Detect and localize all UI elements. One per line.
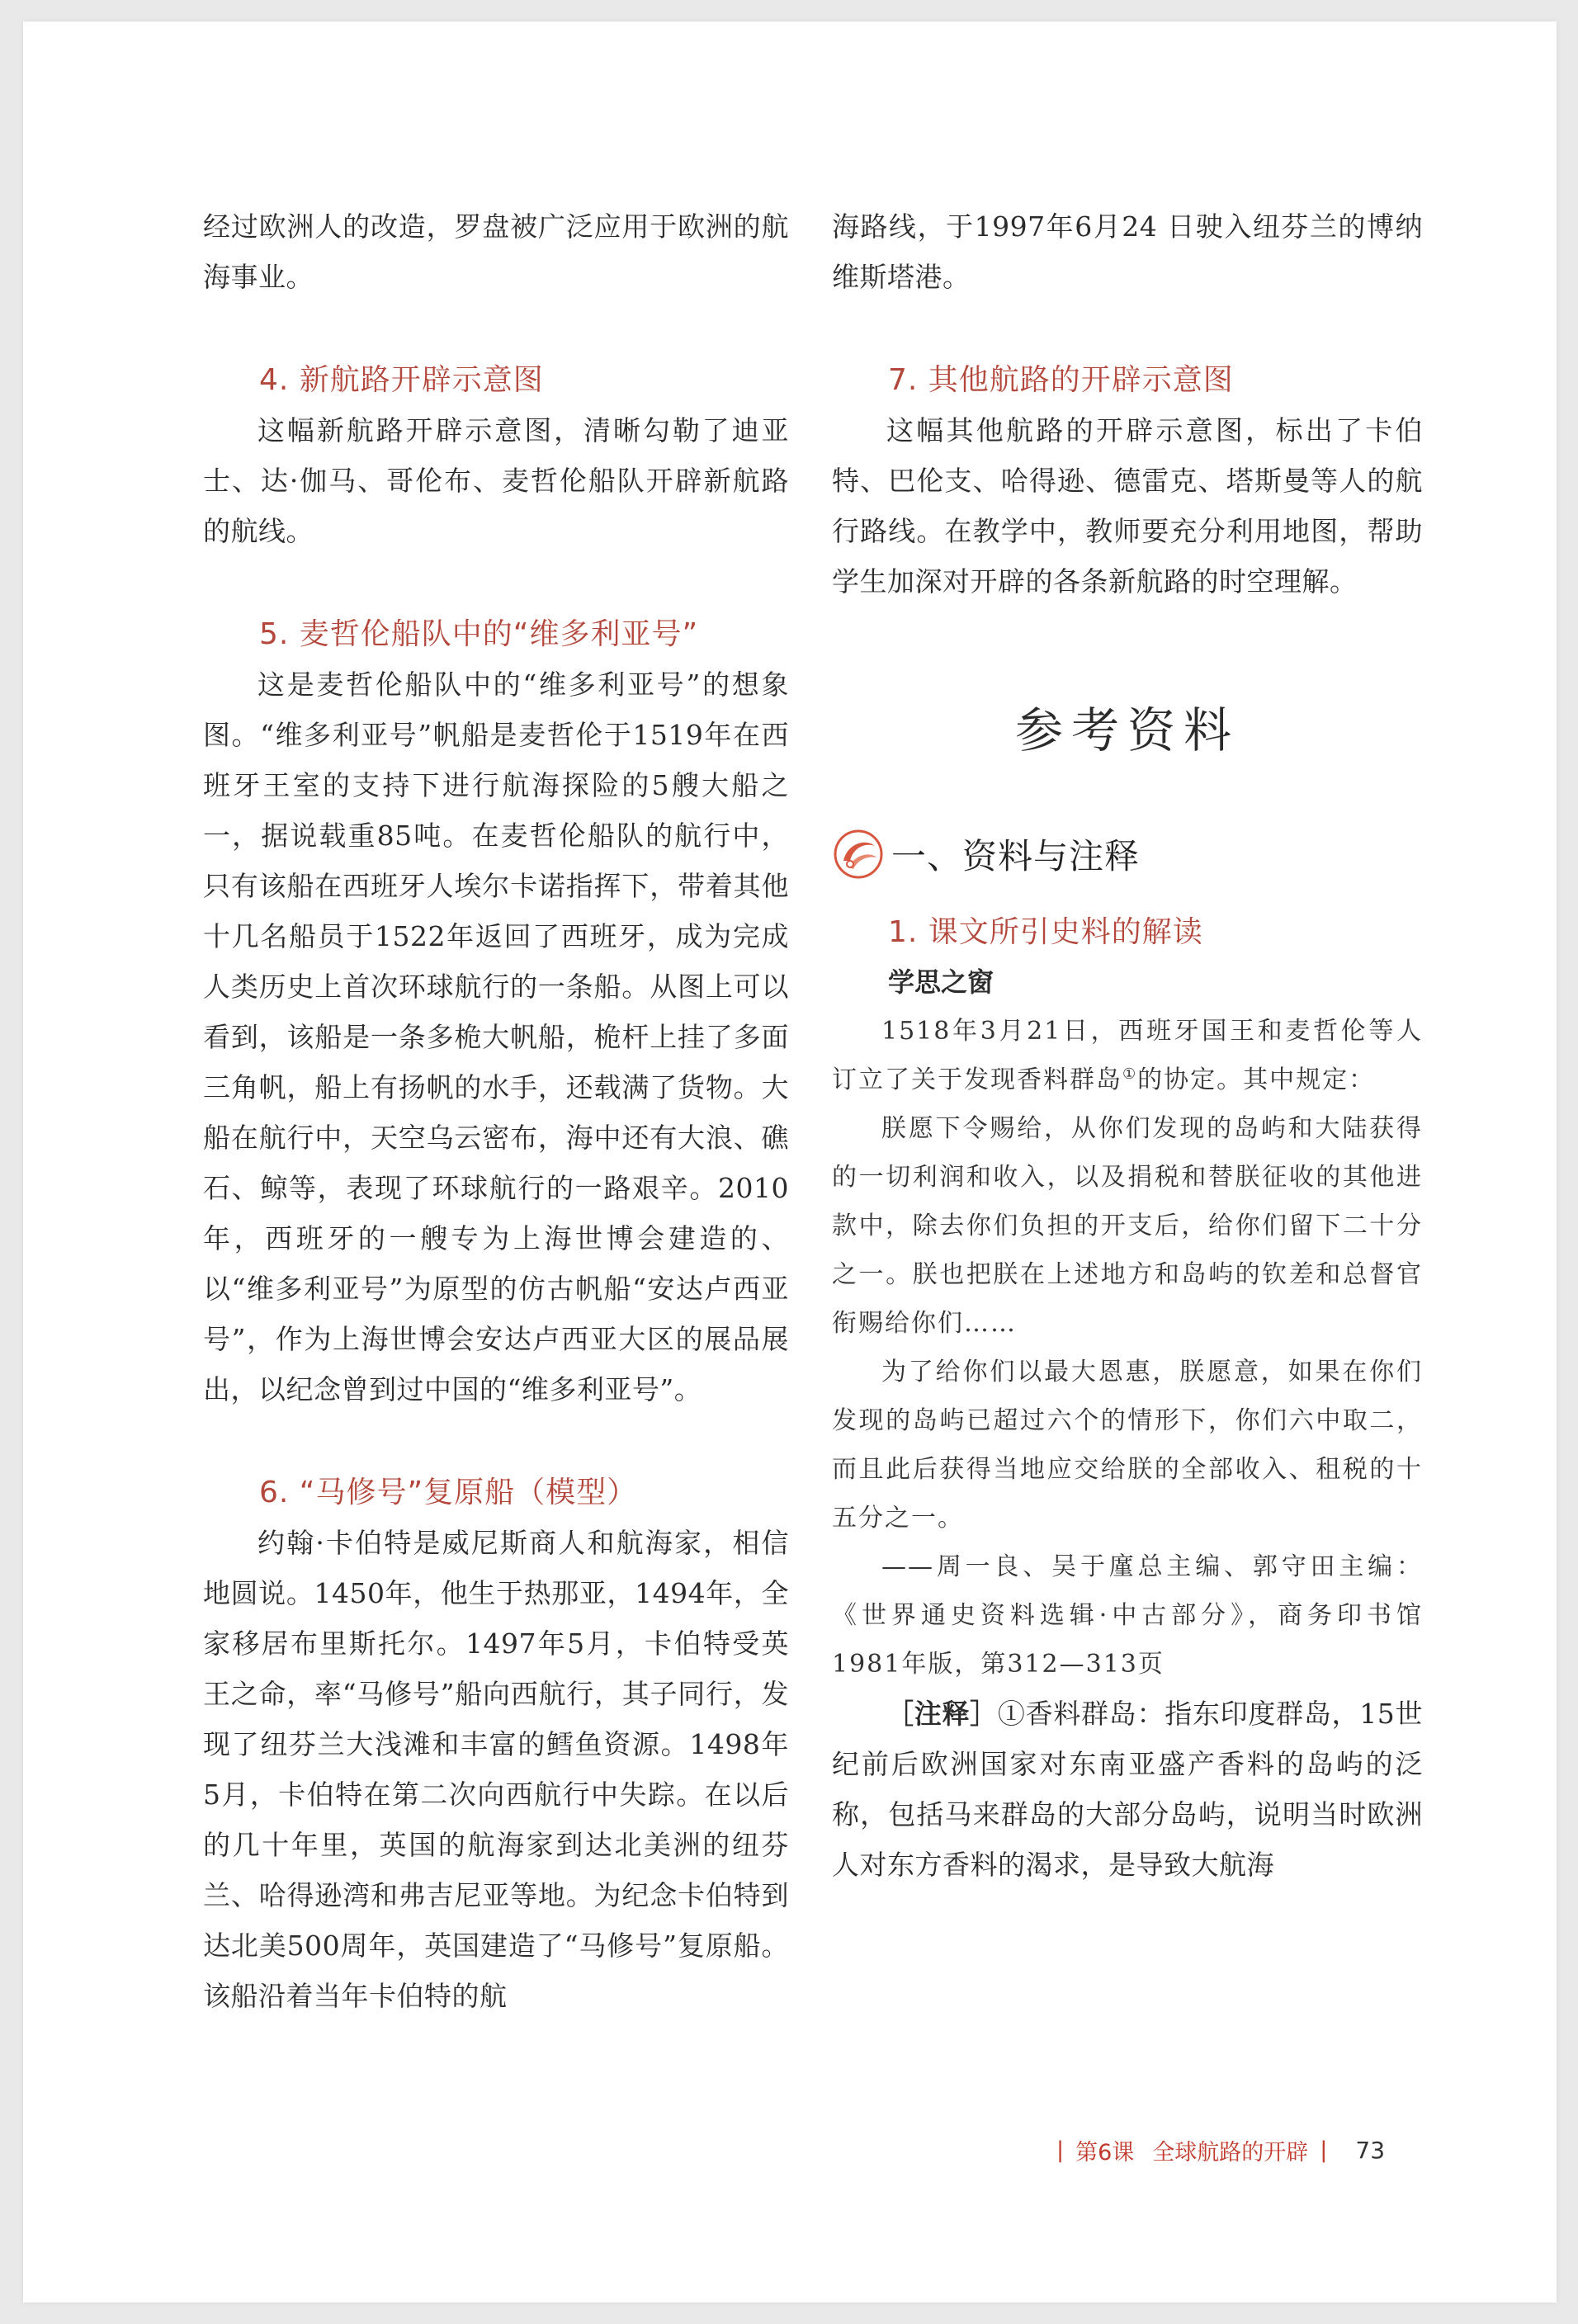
paragraph-7: 这幅其他航路的开辟示意图，标出了卡伯特、巴伦支、哈得逊、德雷克、塔斯曼等人的航行路线。在教学中，教师要充分利用地图，帮助学生加深对开辟的各条新航路的时空理解。 (832, 414, 1423, 598)
section-heading (832, 821, 1423, 887)
heading-6: 6. “马修号”复原船（模型） (259, 1476, 638, 1509)
paragraph-6: 约翰·卡伯特是威尼斯商人和航海家，相信地圆说。1450年，他生于热那亚，1494年，全家移居布里斯托尔。1497年5月，卡伯特受英王之命，率“马修号”船向西航行，其子同行，发现了纽芬兰大浅滩和丰富的鳕鱼资源。1498年5月，卡伯特在第二次向西航行中失踪。在以后的几十年里，英国的航海家到达北美洲的纽芬兰、哈得逊湾和弗吉尼亚等地。为纪念卡伯特到达北美500周年，英国建造了“马修号”复原船。该船沿着当年卡伯特的航 (203, 1527, 789, 2012)
swirl-icon (832, 828, 885, 881)
page-footer: | 第6课 全球航路的开辟 | 73 (1045, 2134, 1474, 2166)
left-column (203, 201, 789, 2021)
right-column (832, 201, 1423, 1890)
paragraph-continued: 海路线，于1997年6月24 日驶入纽芬兰的博纳维斯塔港。 (832, 210, 1423, 293)
paragraph-compass: 经过欧洲人的改造，罗盘被广泛应用于欧洲的航海事业。 (203, 210, 789, 293)
quote-paragraph-2: 为了给你们以最大恩惠，朕愿意，如果在你们发现的岛屿已超过六个的情形下，你们六中取二，而且此后获得当地应交给朕的全部收入、租税的十五分之一。 (832, 1358, 1423, 1533)
heading-4: 4. 新航路开辟示意图 (259, 363, 544, 397)
reference-title: 参考资料 (1014, 702, 1240, 758)
paragraph-5: 这是麦哲伦船队中的“维多利亚号”的想象图。“维多利亚号”帆船是麦哲伦于1519年在西班牙王室的支持下进行航海探险的5艘大船之一，据说载重85吨。在麦哲伦船队的航行中，只有该船在西班牙人埃尔卡诺指挥下，带着其他十几名船员于1522年返回了西班牙，成为完成人类历史上首次环球航行的一条船。从图上可以看到，该船是一条多桅大帆船，桅杆上挂了多面三角帆，船上有扬帆的水手，还载满了货物。大船在航行中，天空乌云密布，海中还有大浪、礁石、鲸等，表现了环球航行的一路艰辛。2010年，西班牙的一艘专为上海世博会建造的、以“维多利亚号”为原型的仿古帆船“安达卢西亚号”，作为上海世博会安达卢西亚大区的展品展出，以纪念曾到过中国的“维多利亚号”。 (203, 668, 789, 1405)
section-label: 一、资料与注释 (891, 836, 1141, 876)
book-page (23, 21, 1557, 2303)
quote-paragraph-1: 朕愿下令赐给，从你们发现的岛屿和大陆获得的一切利润和收入，以及捐税和替朕征收的其他进款中，除去你们负担的开支后，给你们留下二十分之一。朕也把朕在上述地方和岛屿的钦差和总督官衔赐给你们…… (832, 1114, 1423, 1338)
quote-source: ——周一良、吴于廑总主编、郭守田主编：《世界通史资料选辑·中古部分》，商务印书馆1981年版，第312—313页 (832, 1552, 1423, 1679)
footer-lesson: 第6课 (1075, 2140, 1135, 2166)
quote-intro: 1518年3月21日，西班牙国王和麦哲伦等人订立了关于发现香料群岛①的协定。其中规定： (832, 1017, 1423, 1094)
footer-title: 全球航路的开辟 (1152, 2140, 1309, 2166)
footnote-marker: ① (1122, 1065, 1138, 1083)
heading-7: 7. 其他航路的开辟示意图 (888, 363, 1234, 397)
note-label: ［注释］ (886, 1698, 998, 1730)
note-paragraph: ［注释］①香料群岛：指东印度群岛，15世纪前后欧洲国家对东南亚盛产香料的岛屿的泛称，包括马来群岛的大部分岛屿，说明当时欧洲人对东方香料的渴求，是导致大航海 (832, 1698, 1423, 1881)
heading-5: 5. 麦哲伦船队中的“维多利亚号” (259, 617, 699, 651)
page-number: 73 (1355, 2137, 1386, 2164)
paragraph-4: 这幅新航路开辟示意图，清晰勾勒了迪亚士、达·伽马、哥伦布、麦哲伦船队开辟新航路的航线。 (203, 414, 789, 547)
heading-1: 1. 课文所引史料的解读 (888, 915, 1203, 949)
box-title: 学思之窗 (888, 966, 995, 998)
